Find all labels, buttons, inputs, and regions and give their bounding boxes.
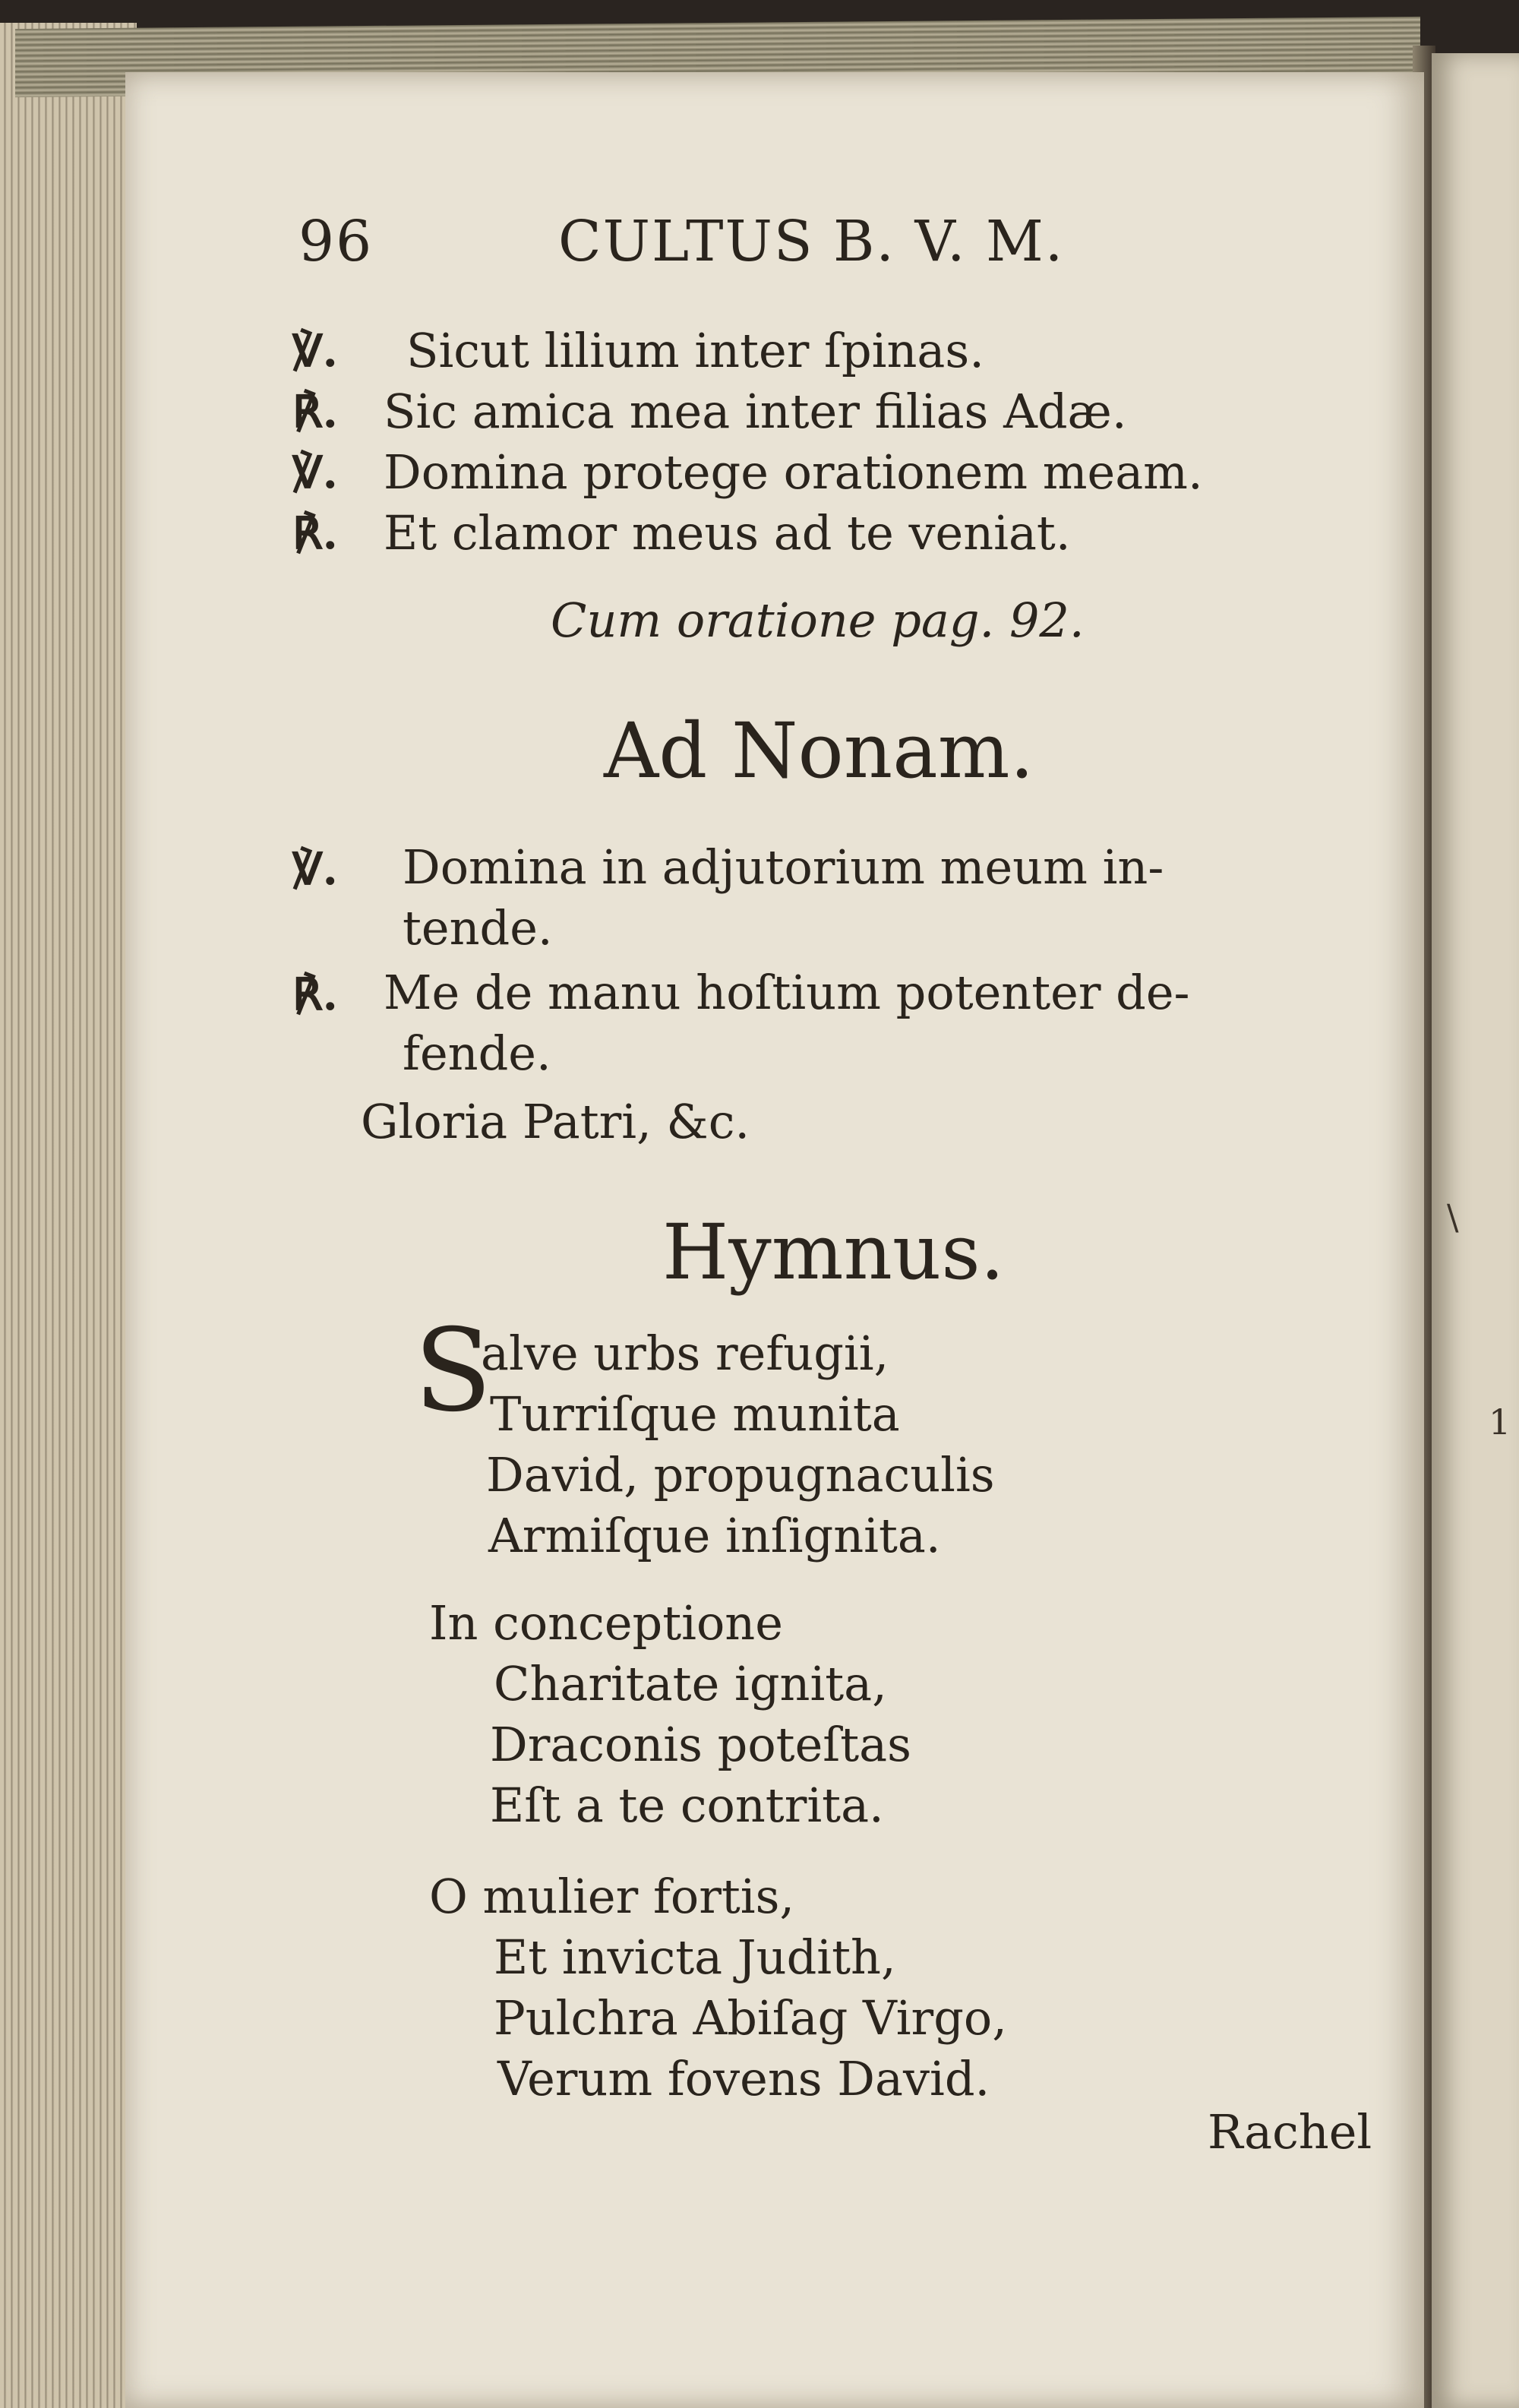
hymn-line: O mulier fortis, — [429, 1869, 795, 1924]
hymn-line: alve urbs refugii, — [481, 1326, 889, 1381]
hymn-line: David, propugnaculis — [486, 1447, 995, 1503]
book-page-edges — [0, 23, 137, 2408]
versicle-symbol: ℣. — [292, 843, 338, 895]
facing-mark-1: \ — [1447, 1196, 1459, 1237]
hymn-line: Armiſque inſignita. — [488, 1508, 941, 1563]
rubric-oratione: Cum oratione pag. 92. — [551, 593, 1085, 648]
response-line-cont: fende. — [403, 1025, 551, 1081]
hymn-line: Draconis poteſtas — [490, 1717, 911, 1772]
heading-hymnus: Hymnus. — [662, 1208, 1005, 1297]
response-symbol: ℟. — [292, 969, 338, 1020]
facing-mark-2: 1 — [1489, 1402, 1511, 1443]
running-title: CULTUS B. V. M. — [558, 209, 1065, 274]
versicle-line: Sicut lilium inter ſpinas. — [406, 323, 984, 378]
hymn-line: Verum fovens David. — [497, 2051, 990, 2106]
hymn-line: Turriſque munita — [490, 1386, 900, 1442]
hymn-line: Eſt a te contrita. — [490, 1778, 884, 1833]
response-symbol: ℟. — [292, 386, 338, 438]
versicle-symbol: ℣. — [292, 447, 338, 498]
versicle-line-cont: tende. — [403, 900, 553, 956]
hymn-line: Pulchra Abiſag Virgo, — [494, 1990, 1007, 2046]
response-symbol: ℟. — [292, 507, 338, 559]
versicle-symbol: ℣. — [292, 325, 338, 377]
page-number: 96 — [298, 209, 374, 274]
gloria-patri: Gloria Patri, &c. — [361, 1094, 750, 1149]
response-line: Sic amica mea inter filias Adæ. — [384, 384, 1127, 439]
response-line: Et clamor meus ad te veniat. — [384, 505, 1071, 561]
drop-cap: S — [414, 1305, 492, 1437]
hymn-line: Charitate ignita, — [494, 1656, 887, 1711]
response-line: Me de manu hoſtium potenter de- — [384, 965, 1190, 1020]
versicle-line: Domina protege orationem meam. — [384, 444, 1203, 500]
catchword: Rachel — [1208, 2104, 1372, 2160]
versicle-line: Domina in adjutorium meum in- — [403, 839, 1164, 895]
facing-page — [1432, 53, 1519, 2408]
heading-ad-nonam: Ad Nonam. — [604, 706, 1034, 795]
hymn-line: In conceptione — [429, 1595, 783, 1651]
hymn-line: Et invicta Judith, — [494, 1929, 896, 1985]
